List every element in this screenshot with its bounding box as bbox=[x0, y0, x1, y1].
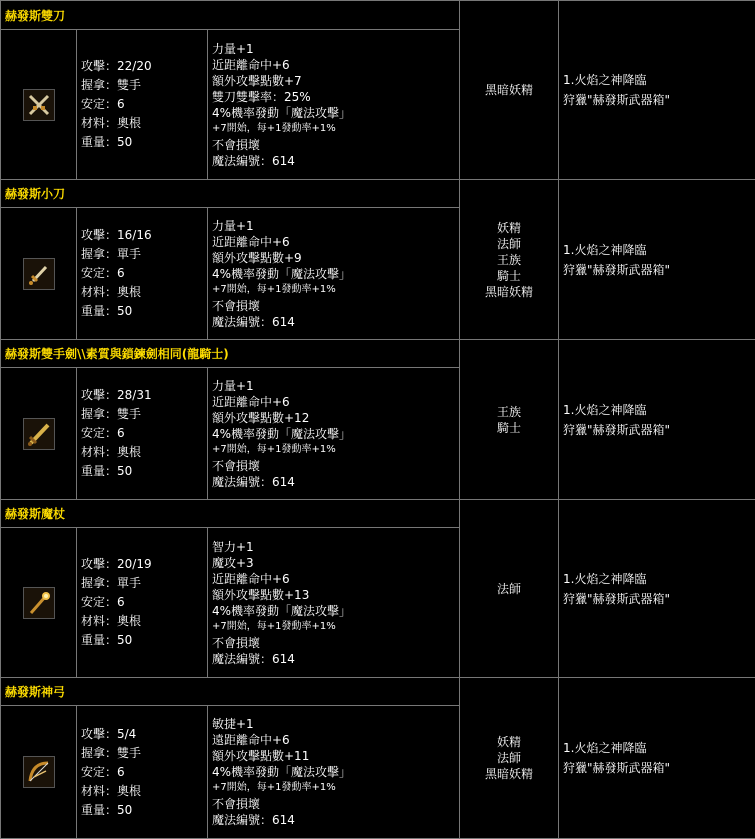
source-line: 狩獵"赫發斯武器箱" bbox=[563, 589, 751, 609]
stat-line: 材料：奧根 bbox=[81, 443, 203, 462]
stat-line: 重量：50 bbox=[81, 462, 203, 481]
source-line: 狩獵"赫發斯武器箱" bbox=[563, 420, 751, 440]
source-line: 狩獵"赫發斯武器箱" bbox=[563, 90, 751, 110]
property-line: +7開始，每+1發動率+1% bbox=[212, 442, 455, 458]
item-classes bbox=[460, 180, 559, 340]
class-name: 妖精 bbox=[460, 220, 558, 236]
item-classes bbox=[460, 1, 559, 180]
stat-line: 攻擊：22/20 bbox=[81, 57, 203, 76]
item-icon-cell bbox=[1, 208, 77, 340]
property-line: 近距離命中+6 bbox=[212, 234, 455, 250]
class-name: 黑暗妖精 bbox=[460, 284, 558, 300]
property-line: 不會損壞 bbox=[212, 137, 455, 153]
item-title-row bbox=[1, 180, 755, 208]
item-stats bbox=[77, 528, 208, 678]
property-line: 魔法編號：614 bbox=[212, 314, 455, 330]
property-line: 力量+1 bbox=[212, 378, 455, 394]
dagger-icon bbox=[23, 258, 55, 290]
stat-line: 材料：奧根 bbox=[81, 283, 203, 302]
item-source bbox=[559, 500, 755, 678]
property-line: 額外攻擊點數+13 bbox=[212, 587, 455, 603]
property-line: 遠距離命中+6 bbox=[212, 732, 455, 748]
property-line: 4%機率發動「魔法攻擊」 bbox=[212, 764, 455, 780]
property-line: 力量+1 bbox=[212, 218, 455, 234]
item-source bbox=[559, 180, 755, 340]
stat-line: 攻擊：28/31 bbox=[81, 386, 203, 405]
item-icon-cell bbox=[1, 528, 77, 678]
item-title-row bbox=[1, 1, 755, 30]
bow-icon bbox=[23, 756, 55, 788]
item-stats bbox=[77, 706, 208, 839]
property-line: 近距離命中+6 bbox=[212, 57, 455, 73]
item-source bbox=[559, 1, 755, 180]
item-stats bbox=[77, 208, 208, 340]
source-line: 1.火焰之神降臨 bbox=[563, 738, 751, 758]
class-name: 騎士 bbox=[460, 420, 558, 436]
stat-line: 重量：50 bbox=[81, 133, 203, 152]
item-source bbox=[559, 340, 755, 500]
source-line: 1.火焰之神降臨 bbox=[563, 240, 751, 260]
stat-line: 安定：6 bbox=[81, 95, 203, 114]
class-name: 王族 bbox=[460, 252, 558, 268]
property-line: +7開始，每+1發動率+1% bbox=[212, 780, 455, 796]
source-line: 1.火焰之神降臨 bbox=[563, 70, 751, 90]
item-icon-cell bbox=[1, 368, 77, 500]
class-name: 法師 bbox=[460, 750, 558, 766]
stat-line: 攻擊：5/4 bbox=[81, 725, 203, 744]
property-line: 魔法編號：614 bbox=[212, 153, 455, 169]
class-name: 黑暗妖精 bbox=[460, 766, 558, 782]
class-name: 法師 bbox=[460, 236, 558, 252]
property-line: 雙刀雙擊率：25% bbox=[212, 89, 455, 105]
property-line: 魔法編號：614 bbox=[212, 474, 455, 490]
stat-line: 攻擊：16/16 bbox=[81, 226, 203, 245]
item-title: 赫發斯神弓 bbox=[1, 678, 460, 706]
item-title-row bbox=[1, 340, 755, 368]
item-properties bbox=[208, 208, 460, 340]
property-line: 額外攻擊點數+11 bbox=[212, 748, 455, 764]
stat-line: 握拿：雙手 bbox=[81, 405, 203, 424]
class-name: 妖精 bbox=[460, 734, 558, 750]
property-line: 4%機率發動「魔法攻擊」 bbox=[212, 266, 455, 282]
item-properties bbox=[208, 528, 460, 678]
item-properties bbox=[208, 368, 460, 500]
item-properties bbox=[208, 706, 460, 839]
property-line: 4%機率發動「魔法攻擊」 bbox=[212, 105, 455, 121]
source-line: 1.火焰之神降臨 bbox=[563, 400, 751, 420]
item-title-row bbox=[1, 500, 755, 528]
property-line: 近距離命中+6 bbox=[212, 571, 455, 587]
item-source bbox=[559, 678, 755, 839]
item-title: 赫發斯雙手劍\\素質與鎖鍊劍相同(龍騎士) bbox=[1, 340, 460, 368]
property-line: +7開始，每+1發動率+1% bbox=[212, 619, 455, 635]
item-classes bbox=[460, 500, 559, 678]
item-stats bbox=[77, 368, 208, 500]
stat-line: 安定：6 bbox=[81, 763, 203, 782]
property-line: +7開始，每+1發動率+1% bbox=[212, 282, 455, 298]
property-line: 4%機率發動「魔法攻擊」 bbox=[212, 603, 455, 619]
stat-line: 握拿：單手 bbox=[81, 574, 203, 593]
item-stats bbox=[77, 30, 208, 180]
stat-line: 材料：奧根 bbox=[81, 782, 203, 801]
item-icon-cell bbox=[1, 30, 77, 180]
stat-line: 握拿：雙手 bbox=[81, 76, 203, 95]
item-properties bbox=[208, 30, 460, 180]
item-title: 赫發斯小刀 bbox=[1, 180, 460, 208]
dual-blades-icon bbox=[23, 89, 55, 121]
stat-line: 安定：6 bbox=[81, 593, 203, 612]
class-name: 騎士 bbox=[460, 268, 558, 284]
property-line: 額外攻擊點數+12 bbox=[212, 410, 455, 426]
stat-line: 材料：奧根 bbox=[81, 612, 203, 631]
property-line: 魔攻+3 bbox=[212, 555, 455, 571]
property-line: 額外攻擊點數+9 bbox=[212, 250, 455, 266]
source-line: 狩獵"赫發斯武器箱" bbox=[563, 758, 751, 778]
stat-line: 攻擊：20/19 bbox=[81, 555, 203, 574]
property-line: 敏捷+1 bbox=[212, 716, 455, 732]
source-line: 狩獵"赫發斯武器箱" bbox=[563, 260, 751, 280]
property-line: 不會損壞 bbox=[212, 635, 455, 651]
property-line: 力量+1 bbox=[212, 41, 455, 57]
stat-line: 安定：6 bbox=[81, 264, 203, 283]
property-line: +7開始，每+1發動率+1% bbox=[212, 121, 455, 137]
property-line: 額外攻擊點數+7 bbox=[212, 73, 455, 89]
stat-line: 握拿：雙手 bbox=[81, 744, 203, 763]
property-line: 魔法編號：614 bbox=[212, 812, 455, 828]
staff-icon bbox=[23, 587, 55, 619]
stat-line: 握拿：單手 bbox=[81, 245, 203, 264]
class-name: 王族 bbox=[460, 404, 558, 420]
item-classes bbox=[460, 678, 559, 839]
item-title-row bbox=[1, 678, 755, 706]
property-line: 不會損壞 bbox=[212, 796, 455, 812]
stat-line: 材料：奧根 bbox=[81, 114, 203, 133]
class-name: 黑暗妖精 bbox=[460, 82, 558, 98]
source-line: 1.火焰之神降臨 bbox=[563, 569, 751, 589]
item-classes bbox=[460, 340, 559, 500]
property-line: 4%機率發動「魔法攻擊」 bbox=[212, 426, 455, 442]
stat-line: 重量：50 bbox=[81, 801, 203, 820]
property-line: 魔法編號：614 bbox=[212, 651, 455, 667]
stat-line: 重量：50 bbox=[81, 302, 203, 321]
item-icon-cell bbox=[1, 706, 77, 839]
property-line: 不會損壞 bbox=[212, 298, 455, 314]
property-line: 不會損壞 bbox=[212, 458, 455, 474]
stat-line: 安定：6 bbox=[81, 424, 203, 443]
property-line: 智力+1 bbox=[212, 539, 455, 555]
item-title: 赫發斯雙刀 bbox=[1, 1, 460, 30]
class-name: 法師 bbox=[460, 581, 558, 597]
two-handed-sword-icon bbox=[23, 418, 55, 450]
property-line: 近距離命中+6 bbox=[212, 394, 455, 410]
item-title: 赫發斯魔杖 bbox=[1, 500, 460, 528]
stat-line: 重量：50 bbox=[81, 631, 203, 650]
